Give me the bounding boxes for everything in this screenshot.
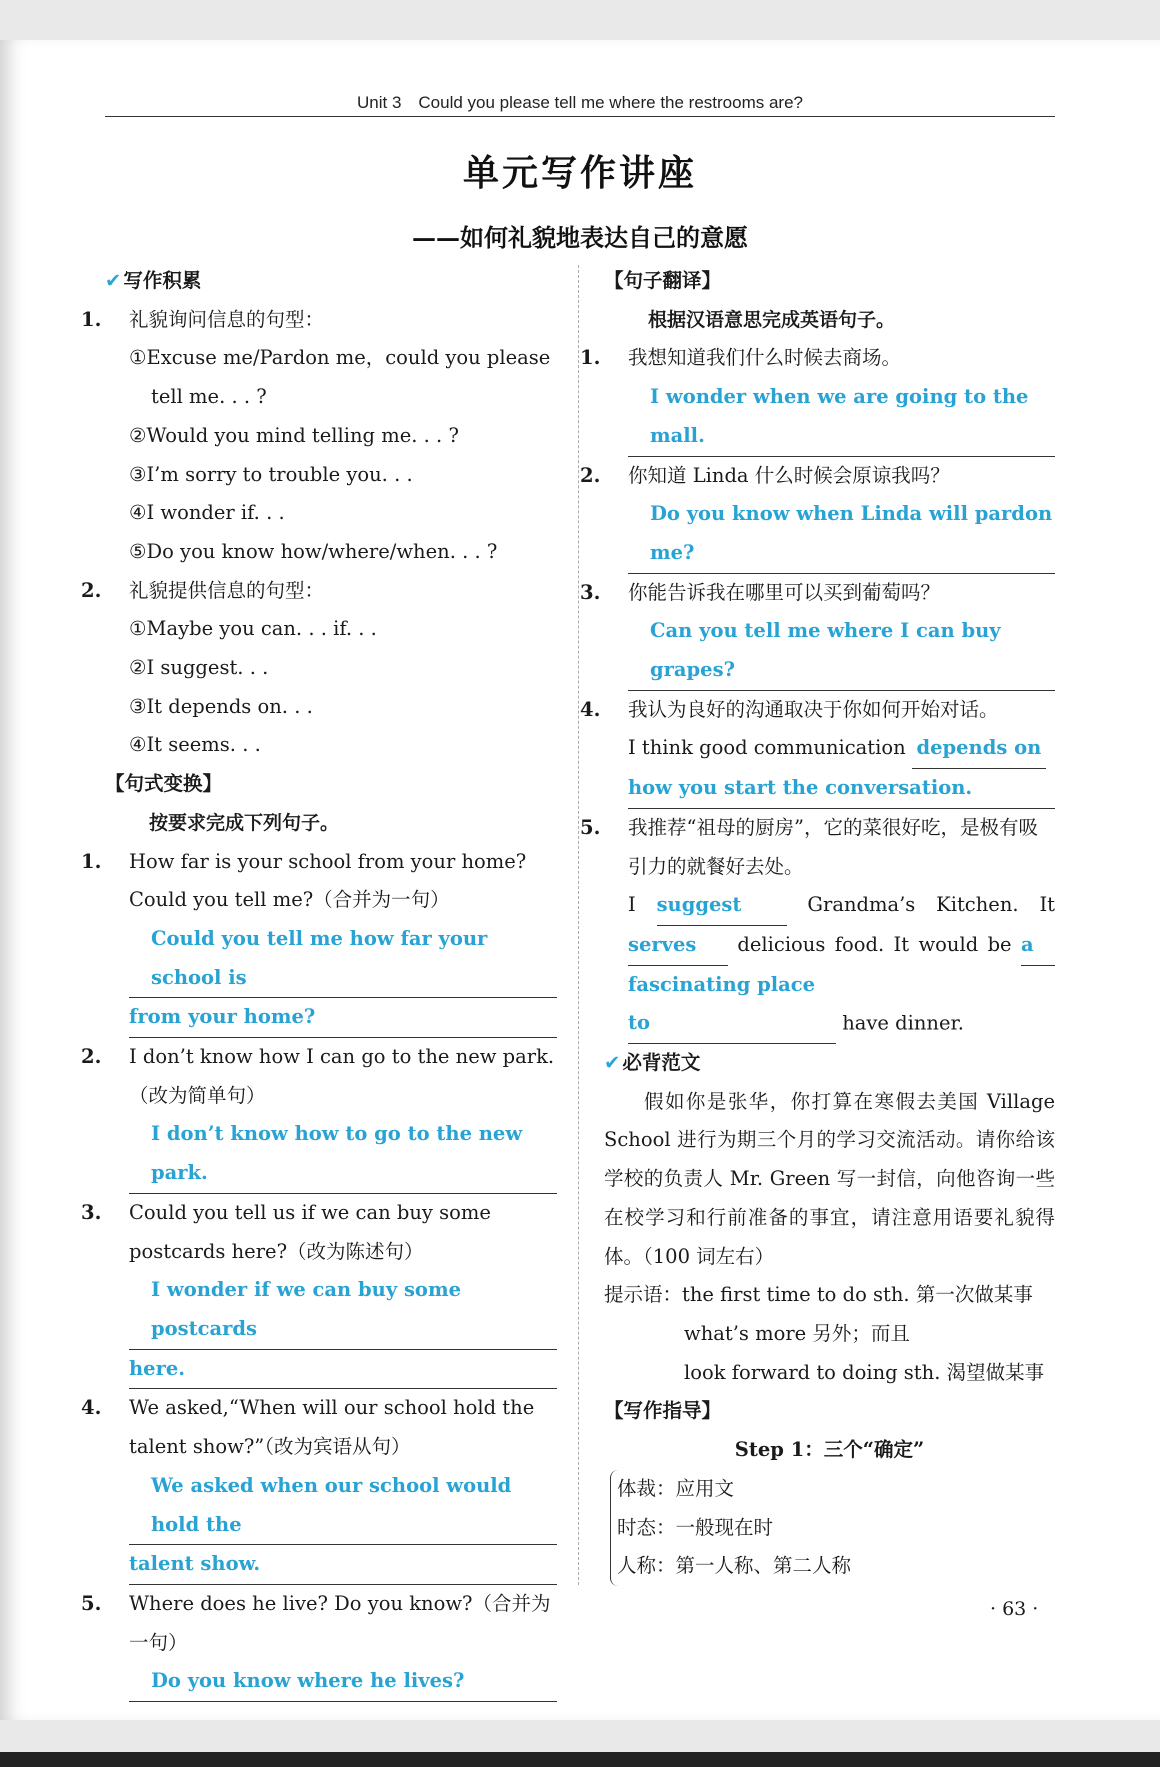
accumulation-item-2: 2. 礼貌提供信息的句型： — [81, 578, 325, 602]
pattern-option: ④It seems. . . — [129, 733, 261, 757]
section-writing-accumulation: ✔ 写作积累 — [105, 269, 202, 292]
page-number: · 63 · — [990, 1598, 1039, 1620]
answer-line: how you start the conversation. — [628, 769, 1055, 809]
bottom-bar — [0, 1752, 1160, 1767]
pattern-option: ①Excuse me/Pardon me，could you please — [129, 346, 551, 370]
section-sentence-transform: 【句式变换】 — [105, 772, 223, 796]
running-head: Unit 3 Could you please tell me where the restrooms are? — [357, 93, 803, 112]
translation-sentence: I suggest Grandma’s Kitchen. It — [604, 886, 1055, 926]
translation-sentence: I think good communication depends on — [604, 729, 1055, 769]
answer-line: I wonder if we can buy some postcards — [129, 1271, 557, 1349]
check-icon: ✔ — [105, 269, 122, 292]
page-title: 单元写作讲座 — [462, 153, 697, 194]
pattern-option: ④I wonder if. . . — [129, 501, 285, 525]
left-column — [81, 262, 557, 1702]
hint-line: look forward to doing sth. 渴望做某事 — [684, 1360, 1045, 1384]
pattern-option: ③It depends on. . . — [129, 694, 313, 718]
header-rule — [105, 116, 1055, 117]
translation-instruction: 根据汉语意思完成英语句子。 — [648, 308, 896, 331]
answer-line: I wonder when we are going to the mall. — [628, 378, 1055, 456]
answer-line: Do you know where he lives? — [129, 1662, 557, 1702]
hint-line: 提示语：the first time to do sth. 第一次做某事 — [604, 1283, 1033, 1307]
transform-question-3: 3. Could you tell us if we can buy some postcards here?（改为陈述句） — [81, 1200, 491, 1263]
section-writing-guide: 【写作指导】 — [604, 1399, 722, 1423]
pattern-option: ⑤Do you know how/where/when. . . ? — [129, 539, 498, 563]
transform-question-2: 2. I don’t know how I can go to the new park.（改为简单句） — [81, 1045, 555, 1107]
transform-question-4: 4. We asked,“When will our school hold the talent show?”（改为宾语从句） — [81, 1396, 535, 1459]
section-model-essay: ✔ 必背范文 — [604, 1051, 701, 1075]
brace-list — [610, 1470, 1055, 1586]
translation-sentence: fascinating place to have dinner. — [604, 966, 1055, 1044]
translation-question-4: 4. 我认为良好的沟通取决于你如何开始对话。 — [580, 697, 999, 721]
translation-question-3: 3. 你能告诉我在哪里可以买到葡萄吗？ — [580, 580, 941, 604]
fill-blank: depends on — [912, 729, 1046, 769]
translation-question-5: 5. 我推荐“祖母的厨房”，它的菜很好吃，是极有吸引力的就餐好去处。 — [580, 815, 1038, 878]
accumulation-item-1: 1. 礼貌询问信息的句型： — [81, 307, 325, 331]
transform-instruction: 按要求完成下列句子。 — [149, 811, 340, 834]
answer-line: here. — [129, 1350, 557, 1390]
fill-blank: fascinating place to — [628, 966, 836, 1044]
transform-question-1: 1. How far is your school from your home? Could you tell me?（合并为一句） — [81, 849, 527, 912]
answer-line: I don’t know how to go to the new park. — [129, 1115, 557, 1193]
check-icon: ✔ — [604, 1051, 621, 1075]
step-heading: Step 1：三个“确定” — [734, 1438, 925, 1462]
translation-sentence: serves delicious food. It would be a — [604, 926, 1055, 966]
page-subtitle: ——如何礼貌地表达自己的意愿 — [412, 223, 748, 252]
essay-prompt: 假如你是张华，你打算在寒假去美国 Village School 进行为期三个月的学习交流活动。请你给该学校的负责人 Mr. Green 写一封信，向他咨询一些在校学习和行前准备的事宜，请注意用语要礼貌得体。（100 词左右） — [604, 1089, 1055, 1268]
fill-blank: suggest — [657, 886, 787, 926]
section-translation: 【句子翻译】 — [604, 269, 722, 292]
translation-question-1: 1. 我想知道我们什么时候去商场。 — [580, 346, 902, 370]
answer-line: from your home? — [129, 998, 557, 1038]
brace-item: 体裁：应用文 — [617, 1476, 735, 1500]
pattern-option: ②Would you mind telling me. . . ? — [129, 423, 459, 447]
answer-line: talent show. — [129, 1545, 557, 1585]
pattern-option: ①Maybe you can. . . if. . . — [129, 617, 377, 641]
answer-line: Could you tell me how far your school is — [129, 920, 557, 998]
pattern-option: ③I’m sorry to trouble you. . . — [129, 462, 413, 486]
answer-line: Do you know when Linda will pardon me? — [628, 495, 1055, 573]
right-column — [580, 262, 1055, 1586]
brace-item: 人称：第一人称、第二人称 — [617, 1554, 852, 1578]
brace-item: 时态：一般现在时 — [617, 1515, 774, 1539]
fill-blank: serves — [628, 926, 728, 966]
answer-line: Can you tell me where I can buy grapes? — [628, 612, 1055, 690]
hint-line: what’s more 另外；而且 — [684, 1321, 910, 1345]
answer-line: We asked when our school would hold the — [129, 1467, 557, 1545]
column-divider — [578, 265, 579, 1585]
pattern-option: tell me. . . ? — [151, 385, 267, 409]
pattern-option: ②I suggest. . . — [129, 656, 269, 680]
transform-question-5: 5. Where does he live? Do you know?（合并为一句） — [81, 1591, 551, 1654]
fill-blank: a — [1021, 926, 1055, 966]
translation-question-2: 2. 你知道 Linda 什么时候会原谅我吗？ — [580, 463, 950, 487]
